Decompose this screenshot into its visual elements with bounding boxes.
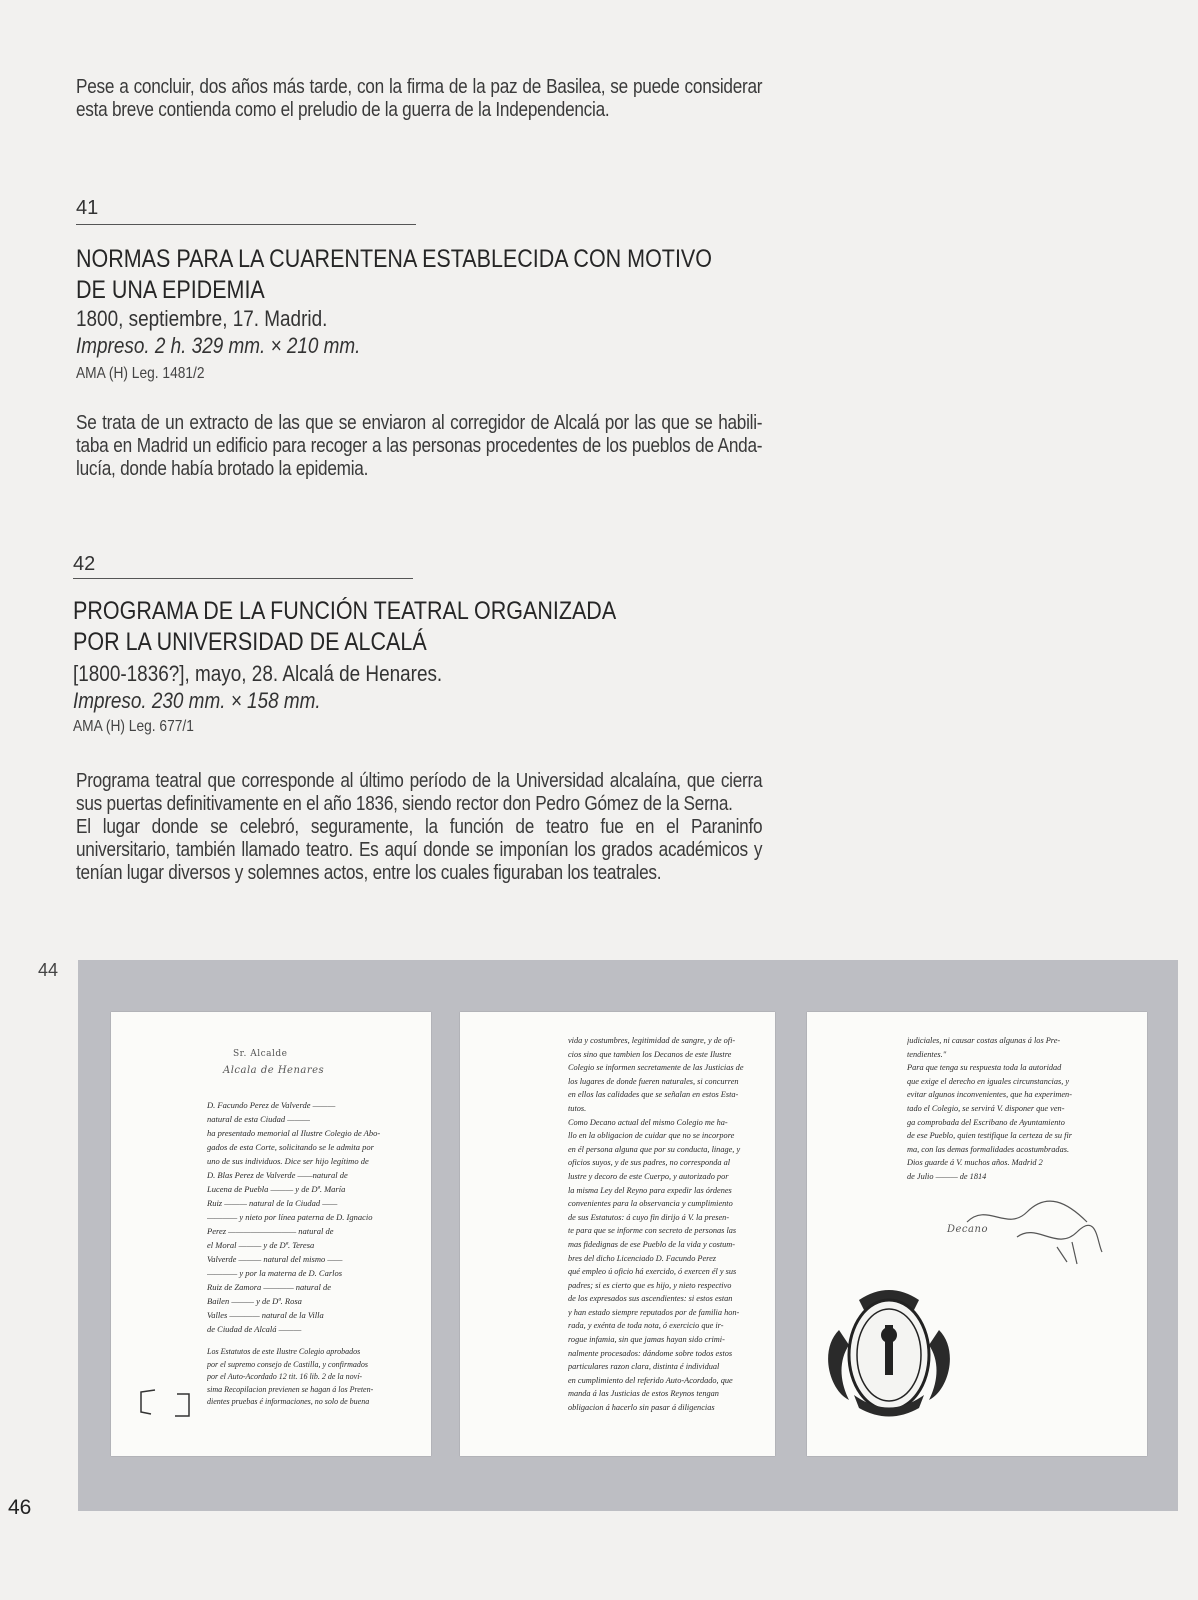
signature: Decano xyxy=(947,1224,988,1235)
entry-number: 42 xyxy=(73,553,96,575)
entry-title-line: NORMAS PARA LA CUARENTENA ESTABLECIDA CON MOTIVO xyxy=(76,245,712,273)
doc-text-line: ———— y por la materna de D. Carlos xyxy=(207,1268,343,1278)
entry-meta xyxy=(73,660,442,714)
doc-text-line: sima Recopilacion previenen se hagan á los Preten- xyxy=(207,1384,374,1394)
entry-title-line: DE UNA EPIDEMIA xyxy=(76,276,265,304)
doc-text-line: de los expresados sus ascendientes: si estos estan xyxy=(568,1294,733,1304)
bracket-mark-icon xyxy=(137,1386,195,1420)
document-page-2 xyxy=(460,1012,775,1456)
doc-text-line: tendientes." xyxy=(907,1049,947,1059)
entry-description-text: Se trata de un extracto de las que se enviaron al corregidor de Alcalá por las que se habili-taba en Madrid un edificio para recoger a las personas procedentes de los pueblos de Anda-lucía, donde había brotado la epidemia. xyxy=(76,412,763,480)
doc-text-line: gados de esta Corte, solicitando se le admita por xyxy=(207,1142,374,1152)
entry-physical: Impreso. 2 h. 329 mm. × 210 mm. xyxy=(76,333,361,358)
doc-text-line: en ellos las calidades que se señalan en estos Esta- xyxy=(568,1090,739,1100)
doc-body-lines xyxy=(907,1034,1117,1184)
entry-physical: Impreso. 230 mm. × 158 mm. xyxy=(73,688,321,713)
doc-text-line: en cumplimiento del referido Auto-Acordado, que xyxy=(568,1375,733,1385)
doc-text-line: nalmente procesados: dándome sobre todos estos xyxy=(568,1348,733,1358)
entry-description xyxy=(76,412,762,481)
doc-text-line: ha presentado memorial al Ilustre Colegio de Abo- xyxy=(207,1128,381,1138)
entry-title xyxy=(76,244,712,306)
entry-description-text: El lugar donde se celebró, seguramente, la función de teatro fue en el Paraninfo universitario, también llamado teatro. Es aquí donde se imponían los grados académicos y tenían lugar diversos y solemnes actos, entre los cuales figuraban los teatrales. xyxy=(76,816,763,884)
doc-text-line: Valles ———— natural de la Villa xyxy=(207,1310,324,1320)
figure-number: 44 xyxy=(38,960,59,980)
doc-text-line: mas fidedignas de ese Pueblo de la vida y costum- xyxy=(568,1239,736,1249)
doc-text-line: ma, con las demas formalidades acostumbradas. xyxy=(907,1144,1070,1154)
doc-text-line: Valverde ——— natural del mismo —— xyxy=(207,1254,343,1264)
doc-text-line: tutos. xyxy=(568,1103,587,1113)
doc-header-label: Sr. Alcalde xyxy=(233,1049,288,1059)
doc-text-line: uno de sus individuos. Dice ser hijo legítimo de xyxy=(207,1156,369,1166)
doc-text-line: Bailen ——— y de Dª. Rosa xyxy=(207,1296,302,1306)
entry-rule xyxy=(73,578,413,579)
doc-text-line: cios sino que tambien los Decanos de este Ilustre xyxy=(568,1049,732,1059)
doc-text-line: lustre y decoro de este Cuerpo, y autorizado por xyxy=(568,1171,729,1181)
doc-body-lines xyxy=(568,1034,768,1415)
doc-text-line: Ruiz ——— natural de la Ciudad —— xyxy=(207,1198,338,1208)
doc-text-line: oficios suyos, y de sus padres, no corresponda al xyxy=(568,1158,731,1168)
doc-text-line: D. Facundo Perez de Valverde ——— xyxy=(207,1100,336,1110)
entry-description xyxy=(76,770,762,885)
doc-text-line: tado el Colegio, se servirá V. disponer que ven- xyxy=(907,1103,1065,1113)
doc-body-lines xyxy=(207,1098,407,1336)
doc-text-line: Lucena de Puebla ——— y de Dª. María xyxy=(207,1184,346,1194)
doc-text-line: de Ciudad de Alcalá ——— xyxy=(207,1324,302,1334)
doc-text-line: que exige el derecho en iguales circunstancias, y xyxy=(907,1076,1070,1086)
document-page-1 xyxy=(111,1012,431,1456)
doc-text-line: rogue infamia, sin que jamas hayan sido crimi- xyxy=(568,1335,725,1345)
signature-flourish-icon xyxy=(957,1192,1107,1272)
doc-text-line: Dios guarde á V. muchos años. Madrid 2 xyxy=(907,1158,1043,1168)
doc-text-line: ga comprobada del Escribano de Ayuntamiento xyxy=(907,1117,1065,1127)
doc-text-line: manda á las Justicias de estos Reynos tengan xyxy=(568,1389,719,1399)
entry-rule xyxy=(76,224,416,225)
doc-text-line: Colegio se informen secretamente de las Justicias de xyxy=(568,1063,744,1073)
entry-meta xyxy=(76,305,360,359)
doc-text-line: particulares razon clara, distinta é individual xyxy=(568,1362,720,1372)
doc-text-line: convenientes para la observancia y cumplimiento xyxy=(568,1199,733,1209)
doc-text-line: te para que se informe con secreto de personas las xyxy=(568,1226,737,1236)
doc-text-line: Perez ————————— natural de xyxy=(207,1226,334,1236)
doc-text-line: el Moral ——— y de Dª. Teresa xyxy=(207,1240,315,1250)
doc-text-line: vida y costumbres, legitimidad de sangre, y de ofi- xyxy=(568,1036,736,1045)
doc-text-line: Ruiz de Zamora ———— natural de xyxy=(207,1282,331,1292)
document-page-3 xyxy=(807,1012,1147,1456)
doc-text-line: de ese Pueblo, quien testifique la certeza de su fir xyxy=(907,1131,1072,1141)
entry-description-text: Programa teatral que corresponde al último período de la Universidad alcalaína, que cierra sus puertas definitivamente en el año 1836, siendo rector don Pedro Gómez de la Serna. xyxy=(76,770,763,815)
doc-text-line: rada, y exénta de toda nota, ó exercicio que ir- xyxy=(568,1321,724,1331)
entry-title xyxy=(73,596,616,658)
doc-text-line: bres del dicho Licenciado D. Facundo Perez xyxy=(568,1253,717,1263)
doc-text-line: qué empleo ú oficio há exercido, ó exercen él y sus xyxy=(568,1267,737,1277)
intro-text: Pese a concluir, dos años más tarde, con la firma de la paz de Basilea, se puede considerar esta breve contienda como el preludio de la guerra de la Independencia. xyxy=(76,76,763,121)
doc-text-line: dientes pruebas é informaciones, no solo de buena xyxy=(207,1397,370,1406)
seal-emblem-icon xyxy=(819,1270,959,1420)
entry-date-place: [1800-1836?], mayo, 28. Alcalá de Henares. xyxy=(73,661,443,686)
entry-title-line: POR LA UNIVERSIDAD DE ALCALÁ xyxy=(73,628,427,656)
doc-text-line: judiciales, ni causar costas algunas á los Pre- xyxy=(907,1036,1061,1045)
doc-footer-lines xyxy=(207,1346,407,1409)
doc-text-line: y han estado siempre reputados por de familia hon- xyxy=(568,1307,740,1317)
doc-text-line: de sus Estatutos: á cuyo fin dirijo á V. la presen- xyxy=(568,1212,730,1222)
doc-text-line: en él persona alguna que por su conducta, linage, y xyxy=(568,1144,741,1154)
doc-header-address: Alcala de Henares xyxy=(223,1065,325,1076)
entry-title-line: PROGRAMA DE LA FUNCIÓN TEATRAL ORGANIZADA xyxy=(73,597,617,625)
doc-text-line: por el supremo consejo de Castilla, y confirmados xyxy=(207,1359,369,1369)
doc-text-line: Para que tenga su respuesta toda la autoridad xyxy=(907,1063,1062,1073)
doc-text-line: ———— y nieto por línea paterna de D. Ignacio xyxy=(207,1212,373,1222)
doc-text-line: llo en la obligacion de cuidar que no se incorpore xyxy=(568,1131,735,1141)
doc-text-line: los lugares de donde fueren naturales, si concurren xyxy=(568,1076,739,1086)
doc-text-line: de Julio ——— de 1814 xyxy=(907,1171,987,1181)
doc-text-line: obligacion á hacerlo sin pasar á diligencias xyxy=(568,1403,715,1413)
doc-text-line: D. Blas Perez de Valverde ——natural de xyxy=(207,1170,348,1180)
page-number: 46 xyxy=(8,1496,32,1519)
document-plate xyxy=(78,960,1178,1511)
entry-date-place: 1800, septiembre, 17. Madrid. xyxy=(76,306,328,331)
doc-text-line: Los Estatutos de este Ilustre Colegio aprobados xyxy=(207,1347,361,1356)
doc-text-line: por el Auto-Acordado 12 tit. 16 lib. 2 de la noví- xyxy=(207,1372,363,1381)
doc-text-line: padres; si es cierto que es hijo, y nieto respectivo xyxy=(568,1280,732,1290)
entry-archive-ref: AMA (H) Leg. 677/1 xyxy=(73,718,194,735)
intro-paragraph xyxy=(76,76,762,122)
doc-text-line: Como Decano actual del mismo Colegio me ha- xyxy=(568,1117,728,1127)
doc-text-line: la misma Ley del Reyno para expedir las órdenes xyxy=(568,1185,732,1195)
entry-number: 41 xyxy=(76,197,99,219)
doc-text-line: natural de esta Ciudad ——— xyxy=(207,1114,310,1124)
doc-text-line: evitar algunos inconvenientes, que ha experimen- xyxy=(907,1090,1072,1100)
entry-archive-ref: AMA (H) Leg. 1481/2 xyxy=(76,365,205,382)
